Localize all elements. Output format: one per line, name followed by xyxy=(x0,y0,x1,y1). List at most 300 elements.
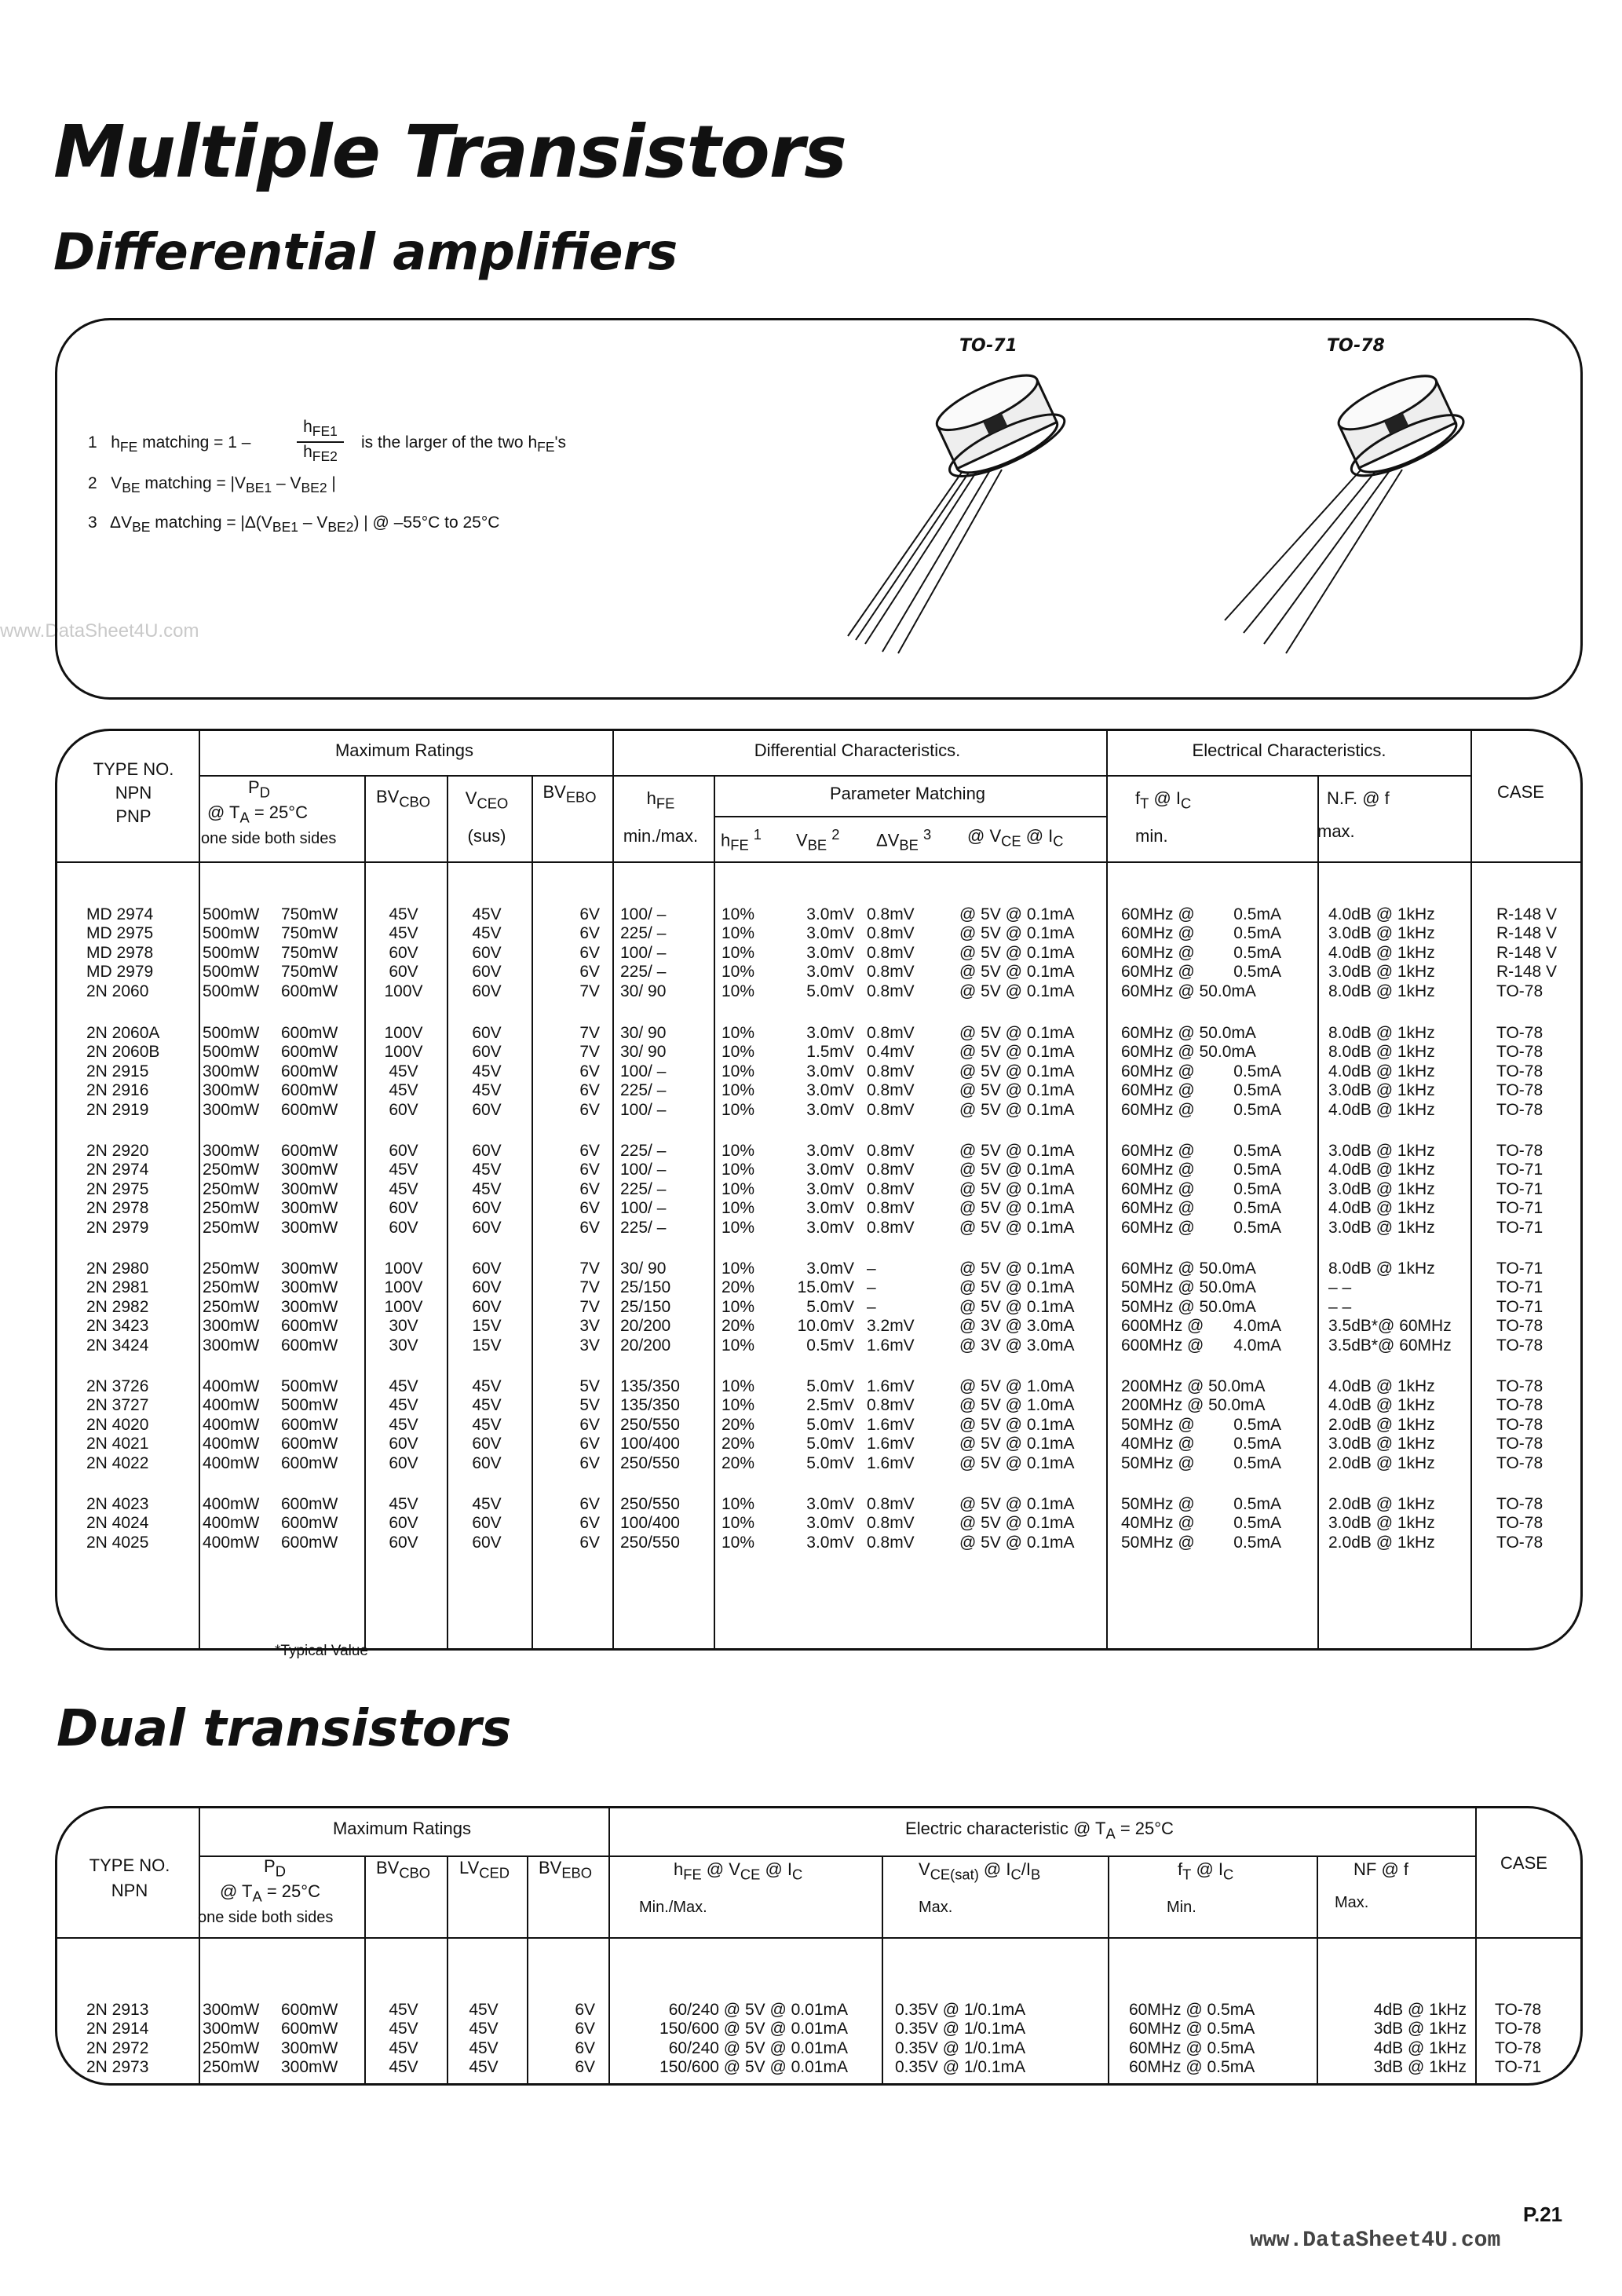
t1-cell-ft: 50MHz @ xyxy=(1121,1495,1195,1513)
page-number: P.21 xyxy=(1523,2203,1563,2226)
t1-cell-ft: 60MHz @ 50.0mA xyxy=(1121,1260,1256,1278)
t1-cell-bvcbo: 45V xyxy=(389,905,418,923)
t1-cell-match-dvbe: 0.8mV xyxy=(867,1081,915,1100)
t1-cell-match-vbe: 15.0mV xyxy=(797,1278,854,1297)
t1-cell-ft-ic: 0.5mA xyxy=(1233,1062,1281,1080)
t1-cell-hfe: 135/350 xyxy=(620,1396,680,1415)
t1-cell-hfe: 30/ 90 xyxy=(620,1043,667,1062)
t1-cell-type: MD 2975 xyxy=(86,924,154,943)
note-2: 2 $V_{BE}$ matching = $|V_{BE1} - V_{BE2}$ | xyxy=(88,474,336,496)
t1-cell-pd-one-side: 250mW xyxy=(203,1260,260,1278)
t1-cell-type: MD 2979 xyxy=(86,963,154,982)
t1-cell-pd-both-sides: 600mW xyxy=(281,1533,338,1552)
t1-cell-hfe: 100/400 xyxy=(620,1435,680,1453)
t1-cell-match-condition: @ 5V @ 0.1mA xyxy=(959,924,1075,943)
t1-cell-match-vbe: 3.0mV xyxy=(806,1495,854,1513)
t1-cell-pd-one-side: 250mW xyxy=(203,1218,260,1237)
t1-cell-vceo: 60V xyxy=(472,1024,502,1042)
t2-cell-pd-both-sides: 600mW xyxy=(281,2001,338,2019)
t1-cell-nf: 3.0dB @ 1kHz xyxy=(1328,1081,1435,1100)
t1-cell-bvebo: 6V xyxy=(579,1495,600,1513)
t1-cell-nf: 2.0dB @ 1kHz xyxy=(1328,1495,1435,1513)
t1-cell-hfe: 135/350 xyxy=(620,1377,680,1395)
t1-cell-bvcbo: 45V xyxy=(389,1495,418,1513)
t1-cell-bvcbo: 45V xyxy=(389,1179,418,1198)
t1-cell-pd-one-side: 500mW xyxy=(203,943,260,962)
t1-cell-bvcbo: 30V xyxy=(389,1336,418,1355)
t1-cell-vceo: 45V xyxy=(472,1377,502,1395)
t1-cell-bvcbo: 100V xyxy=(384,1297,423,1316)
t1-cell-pd-one-side: 500mW xyxy=(203,1043,260,1062)
t1-cell-pd-both-sides: 300mW xyxy=(281,1179,338,1198)
t1-header-param-match: Parameter Matching xyxy=(829,784,986,803)
t1-cell-match-condition: @ 5V @ 0.1mA xyxy=(959,1024,1075,1042)
t1-cell-bvcbo: 45V xyxy=(389,1377,418,1395)
t1-cell-type: 2N 4024 xyxy=(86,1514,149,1533)
t1-cell-ft: 60MHz @ xyxy=(1121,905,1195,923)
t2-cell-bvebo: 6V xyxy=(575,2038,595,2057)
t2-cell-lvced: 45V xyxy=(469,2020,499,2038)
t1-cell-type: 2N 4021 xyxy=(86,1435,149,1453)
t1-header-vceo: $V_{CEO}$ (sus) xyxy=(465,788,509,846)
t1-cell-ft: 50MHz @ xyxy=(1121,1533,1195,1552)
t2-cell-vce-sat: 0.35V @ 1/0.1mA xyxy=(895,2001,1026,2019)
t2-cell-hfe: 60/240 @ 5V @ 0.01mA xyxy=(668,2001,848,2019)
t1-cell-vceo: 60V xyxy=(472,1100,502,1119)
t1-cell-match-dvbe: – xyxy=(867,1260,876,1278)
t1-cell-type: 2N 2978 xyxy=(86,1199,149,1218)
t1-cell-pd-both-sides: 600mW xyxy=(281,1081,338,1100)
t1-cell-bvcbo: 100V xyxy=(384,1024,423,1042)
t1-cell-bvcbo: 30V xyxy=(389,1317,418,1336)
t1-cell-bvebo: 6V xyxy=(579,1514,600,1533)
t1-cell-pd-one-side: 250mW xyxy=(203,1179,260,1198)
t1-cell-pd-both-sides: 300mW xyxy=(281,1161,338,1179)
t2-cell-case: TO-78 xyxy=(1495,2001,1542,2019)
t1-cell-pd-both-sides: 600mW xyxy=(281,1043,338,1062)
t1-cell-match-hfe: 10% xyxy=(721,963,755,982)
t1-cell-match-condition: @ 5V @ 0.1mA xyxy=(959,1142,1075,1160)
to71-transistor-image xyxy=(816,369,1115,660)
t1-cell-type: 2N 2919 xyxy=(86,1100,149,1119)
t1-cell-vceo: 45V xyxy=(472,1495,502,1513)
t1-cell-bvebo: 6V xyxy=(579,924,600,943)
t1-cell-ft-ic: 0.5mA xyxy=(1233,1100,1281,1119)
t2-cell-type: 2N 2914 xyxy=(86,2020,149,2038)
t1-cell-bvebo: 6V xyxy=(579,1142,600,1160)
t1-cell-match-dvbe: 0.8mV xyxy=(867,924,915,943)
t1-cell-pd-both-sides: 600mW xyxy=(281,1317,338,1336)
t1-cell-vceo: 60V xyxy=(472,1297,502,1316)
t1-cell-nf: 3.0dB @ 1kHz xyxy=(1328,1179,1435,1198)
t1-cell-match-dvbe: 3.2mV xyxy=(867,1317,915,1336)
t1-cell-match-condition: @ 5V @ 0.1mA xyxy=(959,1297,1075,1316)
t1-cell-hfe: 100/ – xyxy=(620,1062,667,1080)
t1-cell-type: 2N 2060A xyxy=(86,1024,160,1042)
t1-cell-pd-one-side: 400mW xyxy=(203,1415,260,1434)
t1-cell-ft-ic: 0.5mA xyxy=(1233,963,1281,982)
t1-cell-nf: 3.0dB @ 1kHz xyxy=(1328,1142,1435,1160)
t1-cell-bvcbo: 100V xyxy=(384,1260,423,1278)
t1-cell-nf: – – xyxy=(1328,1278,1352,1297)
t1-cell-type: 2N 2981 xyxy=(86,1278,149,1297)
t1-header-hfe: $h_{FE}$ min./max. xyxy=(623,788,699,846)
t1-cell-ft: 40MHz @ xyxy=(1121,1435,1195,1453)
t1-cell-hfe: 250/550 xyxy=(620,1415,680,1434)
t1-cell-nf: 4.0dB @ 1kHz xyxy=(1328,1100,1435,1119)
t1-cell-match-vbe: 5.0mV xyxy=(806,1297,854,1316)
t1-cell-match-hfe: 10% xyxy=(721,1260,755,1278)
t1-cell-vceo: 60V xyxy=(472,1533,502,1552)
t1-cell-match-dvbe: 0.8mV xyxy=(867,1514,915,1533)
t1-cell-pd-both-sides: 750mW xyxy=(281,963,338,982)
t1-cell-bvebo: 7V xyxy=(579,1297,600,1316)
t1-cell-case: TO-78 xyxy=(1496,982,1543,1000)
t1-cell-match-vbe: 3.0mV xyxy=(806,1142,854,1160)
t1-cell-bvcbo: 45V xyxy=(389,1415,418,1434)
t2-cell-nf: 4dB @ 1kHz xyxy=(1373,2001,1467,2019)
t1-cell-bvebo: 7V xyxy=(579,1024,600,1042)
t1-cell-case: TO-78 xyxy=(1496,1336,1543,1355)
t2-cell-hfe: 150/600 @ 5V @ 0.01mA xyxy=(659,2058,848,2077)
t1-cell-pd-one-side: 250mW xyxy=(203,1161,260,1179)
t1-cell-case: TO-71 xyxy=(1496,1218,1543,1237)
t1-cell-ft-ic: 0.5mA xyxy=(1233,1179,1281,1198)
t1-cell-ft: 60MHz @ 50.0mA xyxy=(1121,1024,1256,1042)
t2-header-type: TYPE NO. NPN xyxy=(89,1855,170,1900)
t1-cell-ft: 60MHz @ xyxy=(1121,963,1195,982)
t1-cell-bvebo: 6V xyxy=(579,1081,600,1100)
t1-cell-match-dvbe: 0.8mV xyxy=(867,1142,915,1160)
t1-cell-match-hfe: 20% xyxy=(721,1278,755,1297)
t1-cell-type: 2N 2920 xyxy=(86,1142,149,1160)
t1-cell-bvebo: 6V xyxy=(579,905,600,923)
t1-cell-match-hfe: 20% xyxy=(721,1317,755,1336)
t1-cell-case: TO-78 xyxy=(1496,1062,1543,1080)
t1-cell-vceo: 60V xyxy=(472,1435,502,1453)
t1-cell-bvebo: 6V xyxy=(579,1179,600,1198)
t1-cell-match-hfe: 10% xyxy=(721,1062,755,1080)
t1-cell-vceo: 45V xyxy=(472,1396,502,1415)
t2-cell-vce-sat: 0.35V @ 1/0.1mA xyxy=(895,2058,1026,2077)
t1-cell-nf: 4.0dB @ 1kHz xyxy=(1328,1161,1435,1179)
t1-cell-match-vbe: 5.0mV xyxy=(806,1415,854,1434)
t1-cell-hfe: 30/ 90 xyxy=(620,1024,667,1042)
t1-cell-ft-ic: 0.5mA xyxy=(1233,905,1281,923)
t1-cell-type: MD 2978 xyxy=(86,943,154,962)
t1-cell-type: 2N 4022 xyxy=(86,1453,149,1472)
t1-cell-case: TO-71 xyxy=(1496,1199,1543,1218)
t1-cell-nf: 2.0dB @ 1kHz xyxy=(1328,1533,1435,1552)
t1-cell-pd-both-sides: 300mW xyxy=(281,1260,338,1278)
t1-header-bvcbo: $BV_{CBO}$ xyxy=(375,787,431,810)
t1-cell-match-vbe: 3.0mV xyxy=(806,1533,854,1552)
t1-cell-match-hfe: 10% xyxy=(721,1396,755,1415)
t1-cell-nf: 8.0dB @ 1kHz xyxy=(1328,1260,1435,1278)
t1-cell-match-vbe: 3.0mV xyxy=(806,1260,854,1278)
t1-cell-ft-ic: 0.5mA xyxy=(1233,1161,1281,1179)
t1-cell-hfe: 100/ – xyxy=(620,943,667,962)
to78-transistor-image xyxy=(1209,369,1507,660)
t1-cell-case: R-148 V xyxy=(1496,905,1558,923)
t2-cell-pd-one-side: 250mW xyxy=(203,2058,260,2077)
t1-cell-match-condition: @ 5V @ 0.1mA xyxy=(959,1161,1075,1179)
t1-cell-ft: 60MHz @ xyxy=(1121,1100,1195,1119)
t2-cell-ft: 60MHz @ 0.5mA xyxy=(1129,2058,1255,2077)
t1-cell-pd-one-side: 400mW xyxy=(203,1377,260,1395)
t1-cell-match-hfe: 10% xyxy=(721,1297,755,1316)
t1-cell-pd-one-side: 400mW xyxy=(203,1495,260,1513)
t2-cell-case: TO-78 xyxy=(1495,2038,1542,2057)
t1-cell-nf: 4.0dB @ 1kHz xyxy=(1328,1396,1435,1415)
t1-cell-vceo: 45V xyxy=(472,1062,502,1080)
t1-cell-hfe: 225/ – xyxy=(620,1081,667,1100)
t1-cell-type: 2N 2982 xyxy=(86,1297,149,1316)
t1-cell-hfe: 225/ – xyxy=(620,1218,667,1237)
t1-cell-vceo: 45V xyxy=(472,1081,502,1100)
t1-cell-match-vbe: 2.5mV xyxy=(806,1396,854,1415)
t1-cell-pd-both-sides: 600mW xyxy=(281,1415,338,1434)
t1-cell-case: TO-71 xyxy=(1496,1278,1543,1297)
t1-cell-case: TO-78 xyxy=(1496,1043,1543,1062)
t1-cell-bvcbo: 60V xyxy=(389,943,418,962)
t1-cell-hfe: 100/ – xyxy=(620,1100,667,1119)
t1-cell-vceo: 45V xyxy=(472,1415,502,1434)
t1-cell-match-condition: @ 5V @ 0.1mA xyxy=(959,963,1075,982)
t1-cell-bvebo: 6V xyxy=(579,943,600,962)
t1-cell-match-dvbe: 1.6mV xyxy=(867,1377,915,1395)
t2-cell-lvced: 45V xyxy=(469,2038,499,2057)
t1-cell-ft: 60MHz @ xyxy=(1121,924,1195,943)
t1-cell-pd-both-sides: 300mW xyxy=(281,1278,338,1297)
t1-cell-ft: 40MHz @ xyxy=(1121,1514,1195,1533)
t2-cell-bvcbo: 45V xyxy=(389,2001,418,2019)
t1-cell-bvcbo: 60V xyxy=(389,1435,418,1453)
t2-header-pd: $P_D$ @ $T_A = 25^\circ C$ one side both sides xyxy=(198,1856,334,1926)
t1-cell-match-vbe: 5.0mV xyxy=(806,1377,854,1395)
t1-cell-match-condition: @ 5V @ 0.1mA xyxy=(959,1179,1075,1198)
t1-cell-vceo: 60V xyxy=(472,982,502,1000)
t1-cell-match-hfe: 10% xyxy=(721,1533,755,1552)
t1-cell-hfe: 25/150 xyxy=(620,1278,671,1297)
t1-cell-match-hfe: 10% xyxy=(721,1179,755,1198)
t1-cell-ft: 60MHz @ xyxy=(1121,1179,1195,1198)
t1-cell-match-condition: @ 5V @ 1.0mA xyxy=(959,1396,1075,1415)
t1-cell-bvebo: 7V xyxy=(579,982,600,1000)
t1-cell-match-dvbe: 0.8mV xyxy=(867,1199,915,1218)
t1-cell-ft: 60MHz @ xyxy=(1121,1062,1195,1080)
t1-cell-ft: 50MHz @ 50.0mA xyxy=(1121,1297,1256,1316)
t1-cell-match-dvbe: 0.8mV xyxy=(867,905,915,923)
t1-cell-match-hfe: 10% xyxy=(721,1199,755,1218)
t1-cell-match-dvbe: 0.8mV xyxy=(867,1495,915,1513)
t1-header-bvebo: $BV_{EBO}$ xyxy=(542,782,597,806)
t1-cell-bvebo: 5V xyxy=(579,1396,600,1415)
t1-cell-pd-one-side: 500mW xyxy=(203,1024,260,1042)
t2-cell-ft: 60MHz @ 0.5mA xyxy=(1129,2038,1255,2057)
t1-cell-nf: 8.0dB @ 1kHz xyxy=(1328,982,1435,1000)
t1-cell-match-condition: @ 5V @ 0.1mA xyxy=(959,1199,1075,1218)
t1-cell-hfe: 25/150 xyxy=(620,1297,671,1316)
t1-cell-ft: 60MHz @ xyxy=(1121,943,1195,962)
t1-cell-ft: 60MHz @ xyxy=(1121,1199,1195,1218)
t1-cell-bvcbo: 60V xyxy=(389,963,418,982)
t1-cell-nf: 8.0dB @ 1kHz xyxy=(1328,1043,1435,1062)
t2-header-vce: $V_{CE(sat)}$ @ $I_C/I_B$ Max. xyxy=(919,1859,1041,1917)
t1-cell-vceo: 45V xyxy=(472,1179,502,1198)
t1-cell-pd-both-sides: 600mW xyxy=(281,1495,338,1513)
t1-cell-hfe: 100/ – xyxy=(620,1161,667,1179)
t1-cell-case: TO-78 xyxy=(1496,1495,1543,1513)
t2-cell-bvcbo: 45V xyxy=(389,2058,418,2077)
t1-cell-match-hfe: 10% xyxy=(721,1218,755,1237)
t1-cell-ft: 600MHz @ xyxy=(1121,1336,1204,1355)
t2-cell-bvcbo: 45V xyxy=(389,2038,418,2057)
t1-cell-ft-ic: 0.5mA xyxy=(1233,1533,1281,1552)
t1-cell-match-condition: @ 5V @ 0.1mA xyxy=(959,982,1075,1000)
t1-cell-nf: 3.0dB @ 1kHz xyxy=(1328,963,1435,982)
t1-cell-match-vbe: 3.0mV xyxy=(806,963,854,982)
t1-cell-case: TO-78 xyxy=(1496,1100,1543,1119)
t1-cell-bvebo: 6V xyxy=(579,1533,600,1552)
t1-cell-pd-one-side: 400mW xyxy=(203,1435,260,1453)
footer-url: www.DataSheet4U.com xyxy=(1250,2228,1501,2253)
t1-cell-pd-one-side: 300mW xyxy=(203,1081,260,1100)
t1-cell-pd-one-side: 500mW xyxy=(203,982,260,1000)
t1-cell-nf: 4.0dB @ 1kHz xyxy=(1328,943,1435,962)
t1-cell-type: 2N 2974 xyxy=(86,1161,149,1179)
section-title-differential: Differential amplifiers xyxy=(53,224,678,282)
t1-cell-case: R-148 V xyxy=(1496,963,1558,982)
t1-cell-case: TO-71 xyxy=(1496,1179,1543,1198)
t2-header-case: CASE xyxy=(1500,1853,1547,1873)
t1-header-differential: Differential Characteristics. xyxy=(754,740,961,760)
t1-cell-bvcbo: 60V xyxy=(389,1453,418,1472)
t2-header-bvcbo: $BV_{CBO}$ xyxy=(375,1858,431,1881)
t1-cell-match-condition: @ 5V @ 0.1mA xyxy=(959,905,1075,923)
t1-cell-pd-one-side: 300mW xyxy=(203,1336,260,1355)
t2-cell-case: TO-78 xyxy=(1495,2020,1542,2038)
t1-cell-match-condition: @ 5V @ 1.0mA xyxy=(959,1377,1075,1395)
t1-cell-pd-both-sides: 600mW xyxy=(281,1336,338,1355)
t1-cell-match-dvbe: 1.6mV xyxy=(867,1435,915,1453)
t1-cell-pd-one-side: 250mW xyxy=(203,1199,260,1218)
t2-cell-pd-both-sides: 300mW xyxy=(281,2038,338,2057)
t1-cell-case: TO-71 xyxy=(1496,1260,1543,1278)
t1-header-type: TYPE NO. NPN PNP xyxy=(93,759,174,826)
t1-cell-pd-both-sides: 600mW xyxy=(281,1435,338,1453)
t1-cell-match-vbe: 3.0mV xyxy=(806,924,854,943)
t1-cell-match-condition: @ 5V @ 0.1mA xyxy=(959,1062,1075,1080)
t2-cell-ft: 60MHz @ 0.5mA xyxy=(1129,2020,1255,2038)
t1-cell-match-condition: @ 5V @ 0.1mA xyxy=(959,1435,1075,1453)
t1-cell-ft-ic: 0.5mA xyxy=(1233,943,1281,962)
t1-cell-match-dvbe: 1.6mV xyxy=(867,1415,915,1434)
t1-header-case: CASE xyxy=(1497,782,1544,802)
t1-cell-bvcbo: 60V xyxy=(389,1514,418,1533)
t1-cell-bvcbo: 60V xyxy=(389,1533,418,1552)
watermark: www.DataSheet4U.com xyxy=(0,620,199,642)
t1-header-electrical: Electrical Characteristics. xyxy=(1192,740,1386,760)
t1-cell-ft-ic: 4.0mA xyxy=(1233,1317,1281,1336)
t1-cell-case: TO-78 xyxy=(1496,1142,1543,1160)
t1-cell-type: 2N 2916 xyxy=(86,1081,149,1100)
package-label-to71: TO-71 xyxy=(959,336,1017,356)
t1-cell-ft: 200MHz @ 50.0mA xyxy=(1121,1396,1266,1415)
t1-cell-case: TO-78 xyxy=(1496,1533,1543,1552)
t1-cell-hfe: 250/550 xyxy=(620,1453,680,1472)
t1-cell-pd-both-sides: 500mW xyxy=(281,1377,338,1395)
t2-cell-type: 2N 2973 xyxy=(86,2058,149,2077)
t2-header-nf: NF @ f Max. xyxy=(1335,1859,1408,1911)
t1-cell-match-condition: @ 5V @ 0.1mA xyxy=(959,943,1075,962)
t1-cell-type: 2N 2060 xyxy=(86,982,149,1000)
note-1-fraction: $h_{FE1}$ $h_{FE2}$ xyxy=(297,418,344,465)
t1-cell-hfe: 100/ – xyxy=(620,905,667,923)
t1-cell-match-vbe: 10.0mV xyxy=(797,1317,854,1336)
t1-cell-match-vbe: 3.0mV xyxy=(806,943,854,962)
t1-cell-match-dvbe: – xyxy=(867,1297,876,1316)
t1-cell-type: 2N 2915 xyxy=(86,1062,149,1080)
note-1-tail: is the larger of the two $h_{FE}'s$ xyxy=(361,433,567,455)
t1-cell-pd-both-sides: 750mW xyxy=(281,905,338,923)
t1-cell-pd-one-side: 400mW xyxy=(203,1533,260,1552)
t1-cell-vceo: 15V xyxy=(472,1336,502,1355)
t1-cell-match-dvbe: 0.8mV xyxy=(867,1396,915,1415)
t1-cell-pd-one-side: 300mW xyxy=(203,1142,260,1160)
t1-cell-nf: 4.0dB @ 1kHz xyxy=(1328,1062,1435,1080)
t1-cell-match-dvbe: 0.8mV xyxy=(867,1218,915,1237)
t1-cell-pd-both-sides: 300mW xyxy=(281,1199,338,1218)
t1-cell-match-dvbe: 0.8mV xyxy=(867,1024,915,1042)
t1-cell-match-hfe: 10% xyxy=(721,1024,755,1042)
note-3: 3 $\Delta V_{BE}$ matching = $|\Delta(V_{BE1} - V_{BE2})$ | @ –55°C to 25°C xyxy=(88,514,500,536)
t1-cell-case: TO-71 xyxy=(1496,1297,1543,1316)
footnote: *Typical Value xyxy=(275,1643,368,1659)
t1-cell-match-condition: @ 3V @ 3.0mA xyxy=(959,1336,1075,1355)
t1-cell-match-dvbe: 0.8mV xyxy=(867,1062,915,1080)
t1-cell-vceo: 45V xyxy=(472,905,502,923)
t1-cell-match-vbe: 1.5mV xyxy=(806,1043,854,1062)
t1-cell-ft-ic: 0.5mA xyxy=(1233,1514,1281,1533)
t2-cell-pd-one-side: 300mW xyxy=(203,2001,260,2019)
t1-cell-match-condition: @ 5V @ 0.1mA xyxy=(959,1495,1075,1513)
t1-cell-ft-ic: 0.5mA xyxy=(1233,1199,1281,1218)
t1-cell-type: MD 2974 xyxy=(86,905,154,923)
t1-cell-match-vbe: 5.0mV xyxy=(806,982,854,1000)
t2-cell-lvced: 45V xyxy=(469,2001,499,2019)
t1-header-pm-hfe: $h_{FE}$ $^1$ xyxy=(721,826,762,854)
t1-cell-match-dvbe: 0.8mV xyxy=(867,1533,915,1552)
t1-cell-match-dvbe: 1.6mV xyxy=(867,1336,915,1355)
t1-cell-match-vbe: 3.0mV xyxy=(806,1100,854,1119)
section-title-dual: Dual transistors xyxy=(57,1700,512,1758)
t1-cell-hfe: 225/ – xyxy=(620,1142,667,1160)
t1-cell-bvebo: 3V xyxy=(579,1336,600,1355)
t1-cell-match-dvbe: 1.6mV xyxy=(867,1453,915,1472)
t1-cell-nf: – – xyxy=(1328,1297,1352,1316)
t1-cell-ft-ic: 4.0mA xyxy=(1233,1336,1281,1355)
t1-cell-hfe: 100/ – xyxy=(620,1199,667,1218)
t2-cell-case: TO-71 xyxy=(1495,2058,1542,2077)
t1-cell-bvebo: 6V xyxy=(579,1415,600,1434)
t1-cell-match-hfe: 10% xyxy=(721,982,755,1000)
t1-cell-match-hfe: 10% xyxy=(721,943,755,962)
t1-cell-match-vbe: 5.0mV xyxy=(806,1435,854,1453)
t2-cell-bvebo: 6V xyxy=(575,2001,595,2019)
t1-cell-bvebo: 6V xyxy=(579,1161,600,1179)
t1-header-pm-dvbe: $\Delta V_{BE}$ $^3$ xyxy=(876,826,932,854)
